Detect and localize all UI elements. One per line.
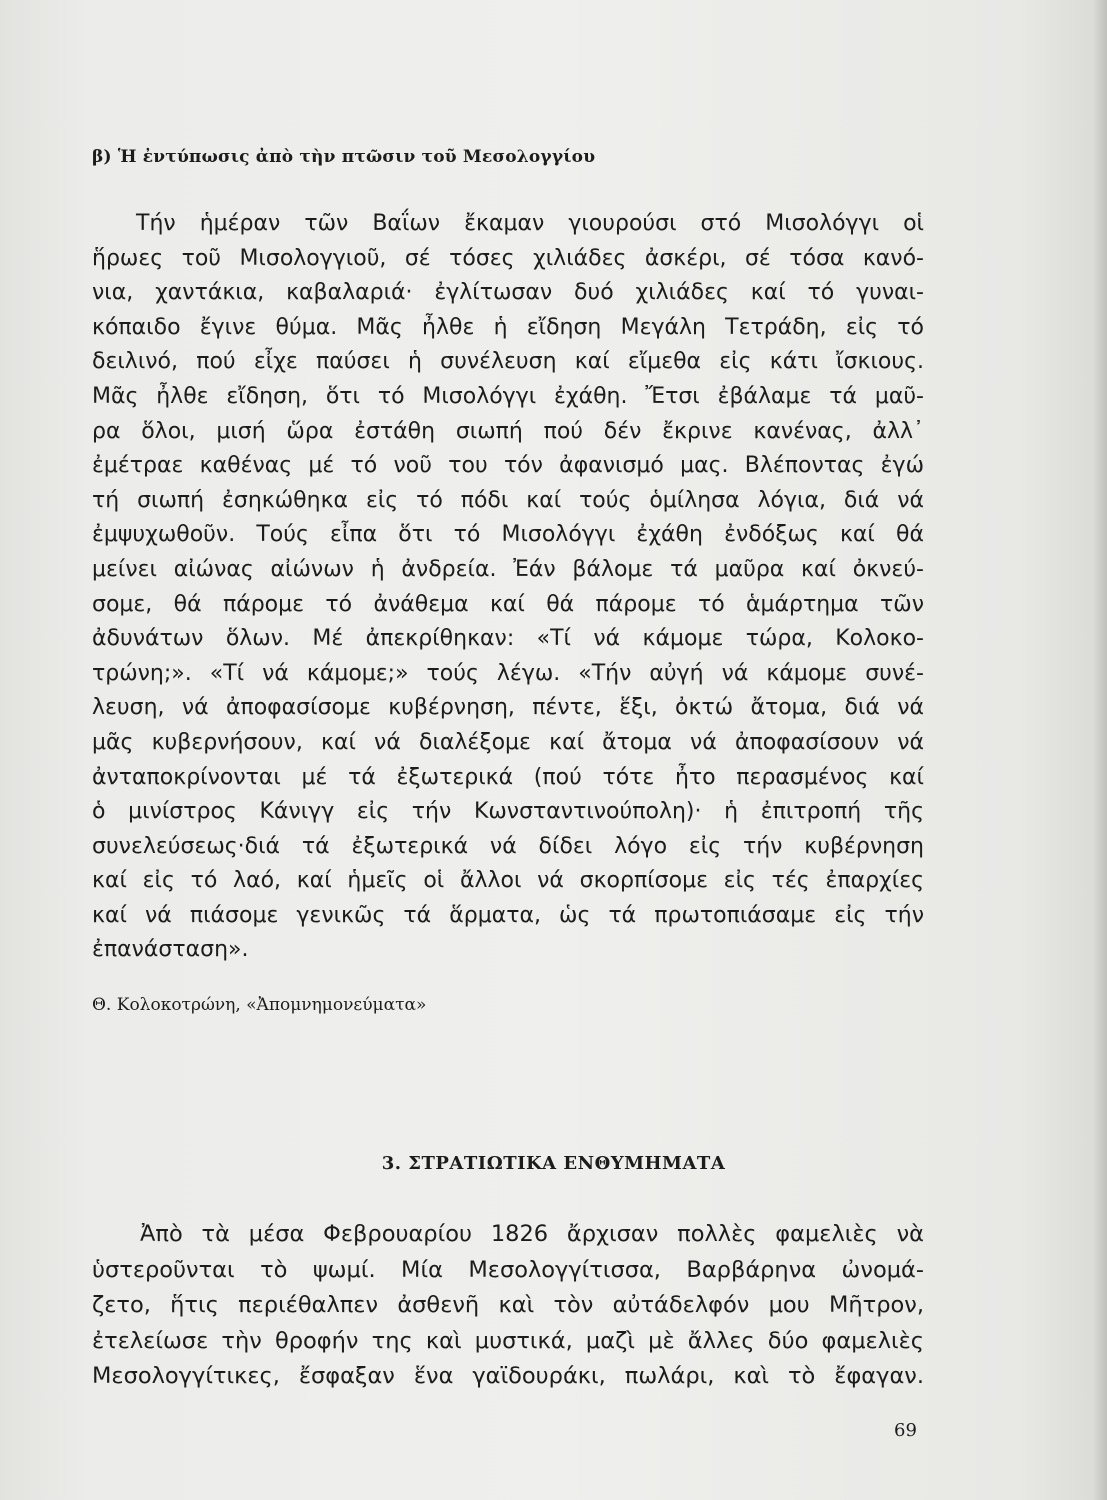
text-line: λευση, νά ἀποφασίσομε κυβέρνηση, πέντε, ἕξι, ὀκτώ ἄτομα, διά νά	[92, 695, 924, 721]
chapter-heading: 3. ΣΤΡΑΤΙΩΤΙΚΑ ΕΝΘΥΜΗΜΑΤΑ	[381, 1153, 726, 1174]
text-line: καί νά πιάσομε γενικῶς τά ἅρματα, ὡς τά πρωτοπιάσαμε εἰς τήν	[92, 902, 924, 928]
text-line: ρα ὅλοι, μισή ὥρα ἐστάθη σιωπή πού δέν ἔκρινε κανένας, ἀλλ᾽	[92, 418, 924, 444]
text-line: Τήν ἡμέραν τῶν Βαΐων ἔκαμαν γιουρούσι στό Μισολόγγι οἱ	[136, 211, 924, 236]
text-line: ὁ μινίστρος Κάνιγγ εἰς τήν Κωνσταντινούπολη)· ἡ ἐπιτροπή τῆς	[92, 799, 924, 825]
text-line: συνελεύσεως·διά τά ἐξωτερικά νά δίδει λόγο εἰς τήν κυβέρνηση	[92, 833, 924, 859]
text-line: ἐπανάσταση».	[92, 937, 249, 963]
text-line: ἀδυνάτων ὅλων. Μέ ἀπεκρίθηκαν: «Τί νά κάμομε τώρα, Κολοκο-	[92, 626, 924, 652]
text-line: ἐμέτραε καθένας μέ τό νοῦ του τόν ἀφανισμό μας. Βλέποντας ἐγώ	[92, 453, 924, 479]
quote-paragraph	[92, 207, 924, 968]
page-edge-shadow	[1093, 0, 1107, 1500]
text-line: Μεσολογγίτικες, ἔσφαξαν ἕνα γαϊδουράκι, πωλάρι, καὶ τὸ ἔφαγαν.	[92, 1363, 924, 1389]
text-line: μᾶς κυβερνήσουν, καί νά διαλέξομε καί ἄτομα νά ἀποφασίσουν νά	[92, 729, 924, 755]
text-line: ἥρωες τοῦ Μισολογγιοῦ, σέ τόσες χιλιάδες ἀσκέρι, σέ τόσα κανό-	[92, 245, 924, 271]
text-line: ἐμψυχωθοῦν. Τούς εἶπα ὅτι τό Μισολόγγι ἐχάθη ἐνδόξως καί θά	[92, 522, 924, 548]
text-line: δειλινό, πού εἶχε παύσει ἡ συνέλευση καί εἴμεθα εἰς κάτι ἴσκιους.	[92, 349, 924, 375]
chapter-paragraph	[92, 1217, 924, 1395]
text-line: ὑστεροῦνται τὸ ψωμί. Μία Μεσολογγίτισσα, Βαρβάρηνα ὠνομά-	[92, 1256, 924, 1283]
section-heading: β) Ἡ ἐντύπωσις ἀπὸ τὴν πτῶσιν τοῦ Μεσολογγίου	[92, 147, 596, 167]
text-line: ἐτελείωσε τὴν θροφήν της καὶ μυστικά, μαζὶ μὲ ἄλλες δύο φαμελιὲς	[92, 1327, 924, 1354]
text-line: κόπαιδο ἔγινε θύμα. Μᾶς ἦλθε ἡ εἴδηση Μεγάλη Τετράδη, εἰς τό	[92, 314, 924, 340]
text-line: Ἀπὸ τὰ μέσα Φεβρουαρίου 1826 ἄρχισαν πολλὲς φαμελιὲς νὰ	[140, 1221, 924, 1247]
text-line: μείνει αἰώνας αἰώνων ἡ ἀνδρεία. Ἐάν βάλομε τά μαῦρα καί ὀκνεύ-	[92, 556, 924, 582]
page-number: 69	[894, 1420, 917, 1441]
text-line: Μᾶς ἦλθε εἴδηση, ὅτι τό Μισολόγγι ἐχάθη. Ἔτσι ἐβάλαμε τά μαῦ-	[92, 383, 924, 409]
text-line: ζετο, ἥτις περιέθαλπεν ἀσθενῆ καὶ τὸν αὐτάδελφόν μου Μῆτρον,	[92, 1292, 924, 1318]
text-line: τρώνη;». «Τί νά κάμομε;» τούς λέγω. «Τήν αὐγή νά κάμομε συνέ-	[92, 660, 924, 686]
text-line: καί εἰς τό λαό, καί ἡμεῖς οἱ ἄλλοι νά σκορπίσομε εἰς τές ἐπαρχίες	[92, 868, 924, 894]
text-line: σομε, θά πάρομε τό ἀνάθεμα καί θά πάρομε τό ἁμάρτημα τῶν	[92, 591, 924, 617]
text-line: ἀνταποκρίνονται μέ τά ἐξωτερικά (πού τότε ἦτο περασμένος καί	[92, 764, 924, 790]
quote-attribution: Θ. Κολοκοτρώνη, «Ἀπομνημονεύματα»	[92, 995, 427, 1015]
text-line: νια, χαντάκια, καβαλαριά· ἐγλίτωσαν δυό χιλιάδες καί τό γυναι-	[92, 280, 924, 306]
text-line: τή σιωπή ἐσηκώθηκα εἰς τό πόδι καί τούς ὁμίλησα λόγια, διά νά	[92, 487, 924, 513]
